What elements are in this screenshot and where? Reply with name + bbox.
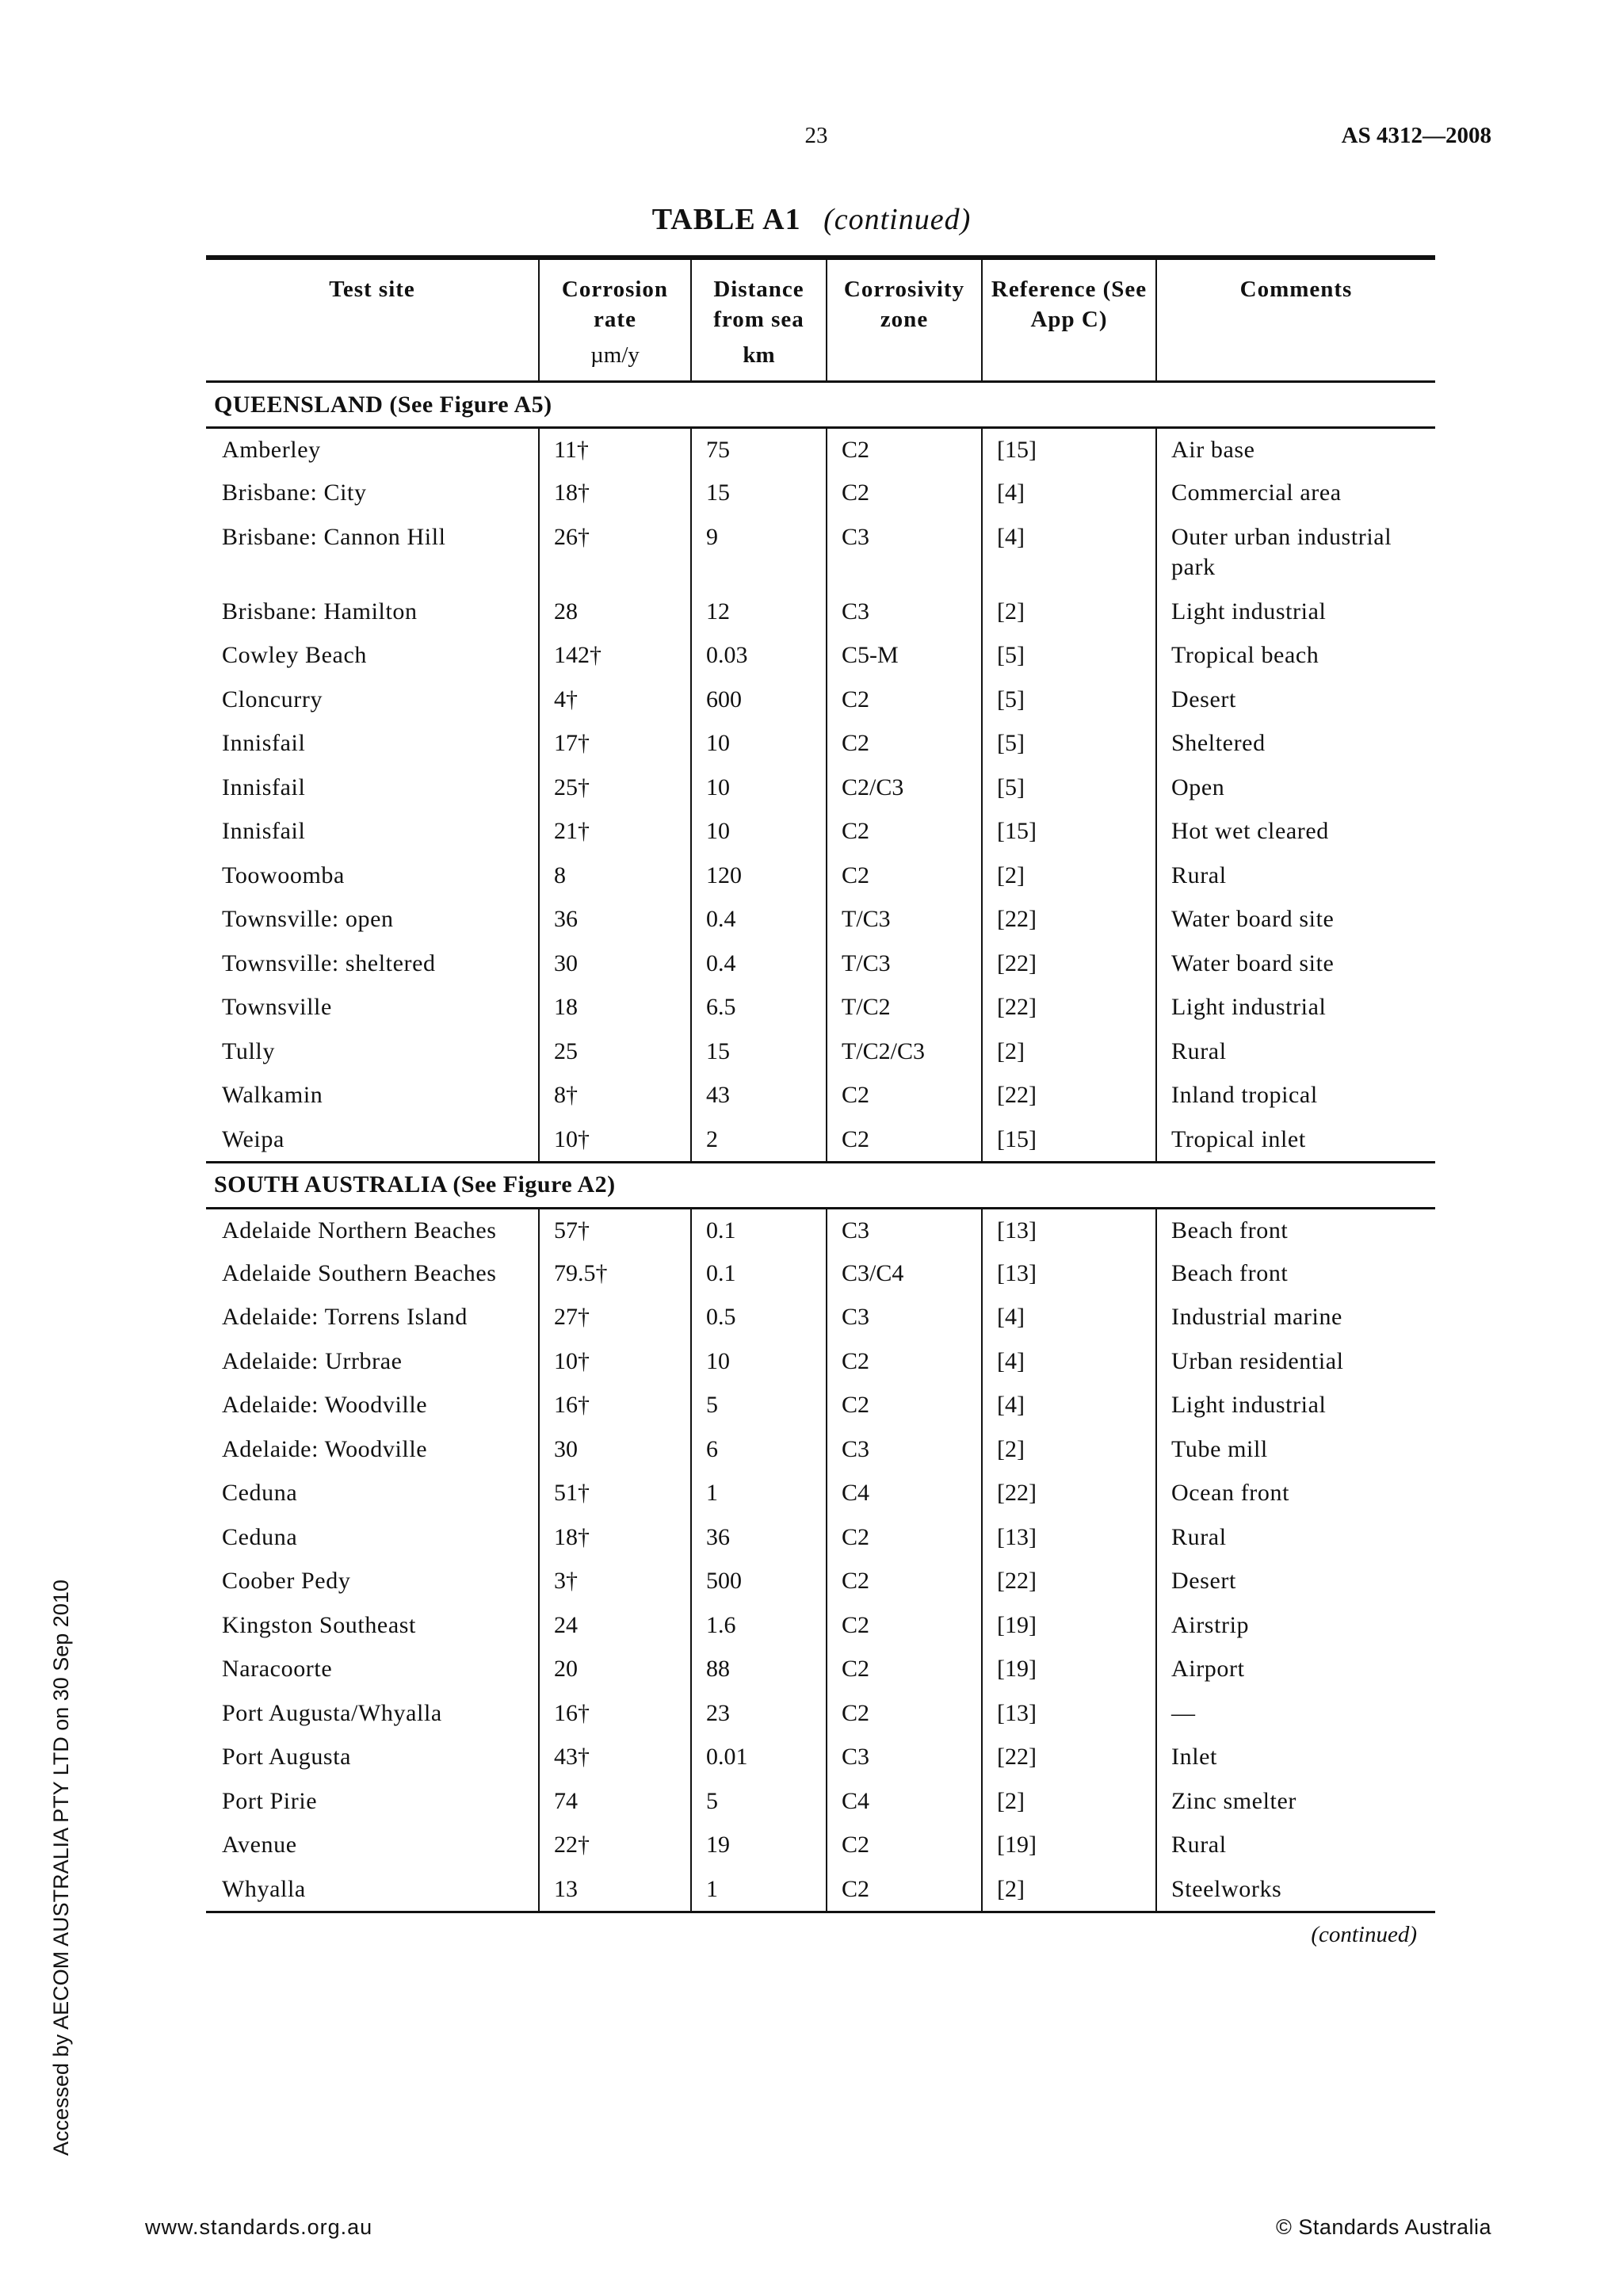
cell-corrosion-rate: 18† <box>539 1516 691 1561</box>
table-row <box>206 1824 1435 1868</box>
cell-corrosion-rate: 36 <box>539 898 691 942</box>
cell-reference: [19] <box>982 1824 1156 1868</box>
table-row <box>206 1296 1435 1340</box>
cell-comment: Urban residential <box>1156 1340 1435 1385</box>
section-heading-row <box>206 382 1435 428</box>
cell-corrosion-rate: 43† <box>539 1736 691 1780</box>
cell-reference: [13] <box>982 1252 1156 1297</box>
cell-distance: 1 <box>691 1868 827 1912</box>
cell-reference: [22] <box>982 1472 1156 1516</box>
cell-zone: C3 <box>827 1296 982 1340</box>
cell-reference: [15] <box>982 1118 1156 1163</box>
cell-zone: T/C3 <box>827 942 982 987</box>
cell-corrosion-rate: 25 <box>539 1030 691 1075</box>
cell-distance: 1 <box>691 1472 827 1516</box>
cell-distance: 0.5 <box>691 1296 827 1340</box>
cell-zone: C2 <box>827 1560 982 1604</box>
cell-test-site: Port Augusta/Whyalla <box>222 1699 442 1726</box>
cell-reference: [5] <box>982 766 1156 811</box>
cell-test-site: Tully <box>222 1037 275 1064</box>
cell-corrosion-rate: 22† <box>539 1824 691 1868</box>
cell-comment: Water board site <box>1156 898 1435 942</box>
cell-test-site: Townsville <box>222 994 332 1020</box>
cell-test-site: Walkamin <box>222 1082 323 1108</box>
cell-distance: 36 <box>691 1516 827 1561</box>
cell-zone: C2 <box>827 722 982 766</box>
table-row <box>206 634 1435 678</box>
cell-zone: C2 <box>827 1824 982 1868</box>
cell-corrosion-rate: 16† <box>539 1384 691 1428</box>
table-row <box>206 722 1435 766</box>
cell-test-site: Brisbane: City <box>222 479 367 506</box>
cell-test-site: Coober Pedy <box>222 1568 351 1594</box>
cell-corrosion-rate: 3† <box>539 1560 691 1604</box>
cell-zone: C3 <box>827 590 982 635</box>
table-title-label: TABLE A1 <box>651 203 801 236</box>
cell-zone: C2 <box>827 1074 982 1118</box>
cell-reference: [2] <box>982 1780 1156 1824</box>
cell-corrosion-rate: 25† <box>539 766 691 811</box>
cell-corrosion-rate: 26† <box>539 516 691 590</box>
cell-comment: Open <box>1156 766 1435 811</box>
table-row <box>206 942 1435 987</box>
cell-distance: 0.01 <box>691 1736 827 1780</box>
cell-test-site: Townsville: sheltered <box>222 949 436 976</box>
cell-test-site: Adelaide: Urrbrae <box>222 1347 403 1374</box>
cell-reference: [2] <box>982 854 1156 899</box>
cell-test-site: Adelaide: Woodville <box>222 1435 428 1462</box>
table-row <box>206 1736 1435 1780</box>
cell-corrosion-rate: 30 <box>539 942 691 987</box>
column-header-corrosivity-zone: Corrosivity zone <box>827 258 982 336</box>
cell-test-site: Avenue <box>222 1832 297 1858</box>
cell-reference: [19] <box>982 1604 1156 1648</box>
cell-corrosion-rate: 8 <box>539 854 691 899</box>
cell-distance: 10 <box>691 810 827 854</box>
cell-corrosion-rate: 17† <box>539 722 691 766</box>
cell-corrosion-rate: 21† <box>539 810 691 854</box>
cell-distance: 23 <box>691 1692 827 1736</box>
table-row <box>206 472 1435 516</box>
cell-comment: Beach front <box>1156 1252 1435 1297</box>
cell-zone: C2 <box>827 678 982 723</box>
cell-comment: Sheltered <box>1156 722 1435 766</box>
cell-zone: T/C3 <box>827 898 982 942</box>
cell-zone: C2 <box>827 1340 982 1385</box>
cell-comment: Outer urban industrial park <box>1156 516 1435 590</box>
cell-corrosion-rate: 4† <box>539 678 691 723</box>
cell-reference: [4] <box>982 1384 1156 1428</box>
column-header-test-site: Test site <box>206 258 539 336</box>
cell-corrosion-rate: 10† <box>539 1118 691 1163</box>
cell-reference: [4] <box>982 1340 1156 1385</box>
cell-zone: C2 <box>827 1118 982 1163</box>
cell-comment: Tropical inlet <box>1156 1118 1435 1163</box>
unit-cell-empty <box>206 336 539 382</box>
table-row <box>206 1340 1435 1385</box>
cell-reference: [22] <box>982 986 1156 1030</box>
column-header-distance-from-sea: Distance from sea <box>691 258 827 336</box>
cell-reference: [22] <box>982 1736 1156 1780</box>
cell-zone: C2 <box>827 1516 982 1561</box>
cell-comment: Water board site <box>1156 942 1435 987</box>
cell-corrosion-rate: 79.5† <box>539 1252 691 1297</box>
cell-corrosion-rate: 28 <box>539 590 691 635</box>
cell-zone: C4 <box>827 1780 982 1824</box>
cell-distance: 12 <box>691 590 827 635</box>
table-row <box>206 590 1435 635</box>
cell-corrosion-rate: 24 <box>539 1604 691 1648</box>
table-row <box>206 1428 1435 1473</box>
cell-reference: [4] <box>982 1296 1156 1340</box>
cell-reference: [5] <box>982 634 1156 678</box>
cell-comment: Desert <box>1156 1560 1435 1604</box>
cell-comment: Light industrial <box>1156 590 1435 635</box>
cell-distance: 2 <box>691 1118 827 1163</box>
corrosion-table <box>206 255 1435 1913</box>
cell-zone: C2 <box>827 1648 982 1692</box>
cell-reference: [4] <box>982 516 1156 590</box>
cell-corrosion-rate: 30 <box>539 1428 691 1473</box>
table-body <box>206 382 1435 1912</box>
cell-distance: 5 <box>691 1780 827 1824</box>
table-row <box>206 516 1435 590</box>
table-row <box>206 854 1435 899</box>
cell-distance: 0.4 <box>691 898 827 942</box>
cell-zone: C2 <box>827 1604 982 1648</box>
cell-distance: 19 <box>691 1824 827 1868</box>
cell-distance: 500 <box>691 1560 827 1604</box>
cell-corrosion-rate: 11† <box>539 428 691 472</box>
cell-zone: C2 <box>827 1692 982 1736</box>
table-row <box>206 1118 1435 1163</box>
cell-comment: Rural <box>1156 1824 1435 1868</box>
cell-zone: C2 <box>827 810 982 854</box>
cell-corrosion-rate: 10† <box>539 1340 691 1385</box>
cell-distance: 0.1 <box>691 1252 827 1297</box>
cell-reference: [19] <box>982 1648 1156 1692</box>
cell-zone: C3/C4 <box>827 1252 982 1297</box>
cell-comment: — <box>1156 1692 1435 1736</box>
section-heading: SOUTH AUSTRALIA (See Figure A2) <box>206 1162 1435 1208</box>
cell-reference: [2] <box>982 1868 1156 1912</box>
unit-cell-empty <box>827 336 982 382</box>
cell-comment: Industrial marine <box>1156 1296 1435 1340</box>
cell-distance: 0.4 <box>691 942 827 987</box>
cell-zone: C3 <box>827 1428 982 1473</box>
cell-test-site: Brisbane: Cannon Hill <box>222 523 446 550</box>
cell-test-site: Cloncurry <box>222 686 323 712</box>
cell-distance: 600 <box>691 678 827 723</box>
cell-test-site: Adelaide: Torrens Island <box>222 1304 468 1330</box>
cell-reference: [2] <box>982 1030 1156 1075</box>
cell-test-site: Innisfail <box>222 730 306 756</box>
cell-distance: 120 <box>691 854 827 899</box>
cell-distance: 6.5 <box>691 986 827 1030</box>
cell-test-site: Cowley Beach <box>222 642 367 668</box>
cell-test-site: Kingston Southeast <box>222 1611 416 1638</box>
cell-distance: 9 <box>691 516 827 590</box>
cell-reference: [13] <box>982 1516 1156 1561</box>
cell-reference: [13] <box>982 1208 1156 1252</box>
cell-distance: 10 <box>691 1340 827 1385</box>
cell-corrosion-rate: 8† <box>539 1074 691 1118</box>
cell-test-site: Weipa <box>206 1118 539 1163</box>
unit-distance: km <box>691 336 827 382</box>
cell-distance: 75 <box>691 428 827 472</box>
cell-test-site: Townsville: open <box>222 906 394 932</box>
cell-distance: 1.6 <box>691 1604 827 1648</box>
cell-comment: Tropical beach <box>1156 634 1435 678</box>
cell-reference: [22] <box>982 1074 1156 1118</box>
table-row <box>206 766 1435 811</box>
cell-distance: 6 <box>691 1428 827 1473</box>
table-row <box>206 898 1435 942</box>
table-row <box>206 1030 1435 1075</box>
cell-test-site: Ceduna <box>222 1523 298 1550</box>
cell-zone: C3 <box>827 1736 982 1780</box>
table-row <box>206 1472 1435 1516</box>
cell-reference: [22] <box>982 898 1156 942</box>
cell-distance: 10 <box>691 766 827 811</box>
cell-test-site: Adelaide Northern Beaches <box>222 1217 497 1244</box>
page-number: 23 <box>804 123 828 148</box>
table-title <box>0 202 1623 237</box>
cell-zone: C5-M <box>827 634 982 678</box>
table-row <box>206 986 1435 1030</box>
cell-zone: C2 <box>827 1868 982 1912</box>
footer-copyright: © Standards Australia <box>1275 2215 1491 2239</box>
cell-zone: C2 <box>827 1384 982 1428</box>
cell-test-site: Ceduna <box>222 1480 298 1506</box>
unit-cell-empty <box>982 336 1156 382</box>
cell-reference: [13] <box>982 1692 1156 1736</box>
cell-comment: Desert <box>1156 678 1435 723</box>
cell-corrosion-rate: 16† <box>539 1692 691 1736</box>
cell-reference: [4] <box>982 472 1156 516</box>
cell-reference: [5] <box>982 678 1156 723</box>
cell-zone: C2 <box>827 428 982 472</box>
cell-reference: [22] <box>982 1560 1156 1604</box>
access-watermark: Accessed by AECOM AUSTRALIA PTY LTD on 30 Sep 2010 <box>49 1580 73 2156</box>
cell-distance: 5 <box>691 1384 827 1428</box>
cell-comment: Rural <box>1156 1030 1435 1075</box>
cell-comment: Inland tropical <box>1156 1074 1435 1118</box>
cell-zone: C2/C3 <box>827 766 982 811</box>
cell-reference: [5] <box>982 722 1156 766</box>
cell-comment: Ocean front <box>1156 1472 1435 1516</box>
table-row <box>206 1604 1435 1648</box>
cell-comment: Light industrial <box>1156 1384 1435 1428</box>
cell-reference: [22] <box>982 942 1156 987</box>
column-header-reference: Reference (See App C) <box>982 258 1156 336</box>
cell-comment: Rural <box>1156 854 1435 899</box>
table-row <box>206 1692 1435 1736</box>
cell-test-site: Port Pirie <box>222 1787 318 1814</box>
cell-reference: [2] <box>982 590 1156 635</box>
cell-comment: Tube mill <box>1156 1428 1435 1473</box>
cell-corrosion-rate: 57† <box>539 1208 691 1252</box>
cell-reference: [2] <box>982 1428 1156 1473</box>
table-row <box>206 1516 1435 1561</box>
cell-test-site: Toowoomba <box>222 861 345 888</box>
cell-reference: [15] <box>982 810 1156 854</box>
cell-corrosion-rate: 51† <box>539 1472 691 1516</box>
cell-test-site: Brisbane: Hamilton <box>222 598 418 625</box>
column-header-corrosion-rate: Corrosion rate <box>539 258 691 336</box>
cell-comment: Light industrial <box>1156 986 1435 1030</box>
cell-distance: 0.03 <box>691 634 827 678</box>
unit-corrosion-rate: µm/y <box>539 336 691 382</box>
table-row <box>206 1868 1435 1912</box>
cell-corrosion-rate: 18† <box>539 472 691 516</box>
table-row <box>206 1252 1435 1297</box>
cell-test-site: Whyalla <box>206 1868 539 1912</box>
cell-test-site: Adelaide Southern Beaches <box>222 1259 497 1286</box>
table-title-continued: (continued) <box>823 203 972 236</box>
cell-test-site: Port Augusta <box>222 1744 352 1770</box>
cell-zone: T/C2/C3 <box>827 1030 982 1075</box>
cell-test-site: Naracoorte <box>222 1656 333 1682</box>
cell-corrosion-rate: 18 <box>539 986 691 1030</box>
column-header-comments: Comments <box>1156 258 1435 336</box>
table-row <box>206 1074 1435 1118</box>
unit-cell-empty <box>1156 336 1435 382</box>
cell-distance: 15 <box>691 472 827 516</box>
cell-distance: 0.1 <box>691 1208 827 1252</box>
cell-reference: [15] <box>982 428 1156 472</box>
cell-zone: C2 <box>827 854 982 899</box>
cell-corrosion-rate: 27† <box>539 1296 691 1340</box>
cell-comment: Beach front <box>1156 1208 1435 1252</box>
cell-corrosion-rate: 13 <box>539 1868 691 1912</box>
section-heading: QUEENSLAND (See Figure A5) <box>206 382 1435 428</box>
footer-website: www.standards.org.au <box>145 2215 373 2239</box>
table-row <box>206 1648 1435 1692</box>
cell-comment: Airstrip <box>1156 1604 1435 1648</box>
table-row <box>206 678 1435 723</box>
cell-zone: T/C2 <box>827 986 982 1030</box>
cell-zone: C4 <box>827 1472 982 1516</box>
cell-comment: Hot wet cleared <box>1156 810 1435 854</box>
cell-corrosion-rate: 142† <box>539 634 691 678</box>
cell-comment: Inlet <box>1156 1736 1435 1780</box>
table-row <box>206 1560 1435 1604</box>
cell-zone: C2 <box>827 472 982 516</box>
cell-corrosion-rate: 20 <box>539 1648 691 1692</box>
cell-test-site: Innisfail <box>222 774 306 800</box>
table-row <box>206 1384 1435 1428</box>
cell-distance: 43 <box>691 1074 827 1118</box>
section-heading-row <box>206 1162 1435 1208</box>
table-row <box>206 1780 1435 1824</box>
cell-zone: C3 <box>827 516 982 590</box>
cell-distance: 15 <box>691 1030 827 1075</box>
cell-comment: Steelworks <box>1156 1868 1435 1912</box>
cell-comment: Rural <box>1156 1516 1435 1561</box>
table-row <box>206 1208 1435 1252</box>
cell-test-site: Amberley <box>222 437 321 463</box>
cell-test-site: Adelaide: Woodville <box>222 1392 428 1418</box>
continued-note: (continued) <box>1311 1922 1417 1947</box>
document-id: AS 4312—2008 <box>1341 123 1491 148</box>
cell-distance: 10 <box>691 722 827 766</box>
table-row <box>206 810 1435 854</box>
cell-comment: Air base <box>1156 428 1435 472</box>
cell-comment: Commercial area <box>1156 472 1435 516</box>
cell-test-site: Innisfail <box>222 818 306 844</box>
cell-distance: 88 <box>691 1648 827 1692</box>
cell-corrosion-rate: 74 <box>539 1780 691 1824</box>
cell-zone: C3 <box>827 1208 982 1252</box>
table-row <box>206 428 1435 472</box>
cell-comment: Airport <box>1156 1648 1435 1692</box>
cell-comment: Zinc smelter <box>1156 1780 1435 1824</box>
